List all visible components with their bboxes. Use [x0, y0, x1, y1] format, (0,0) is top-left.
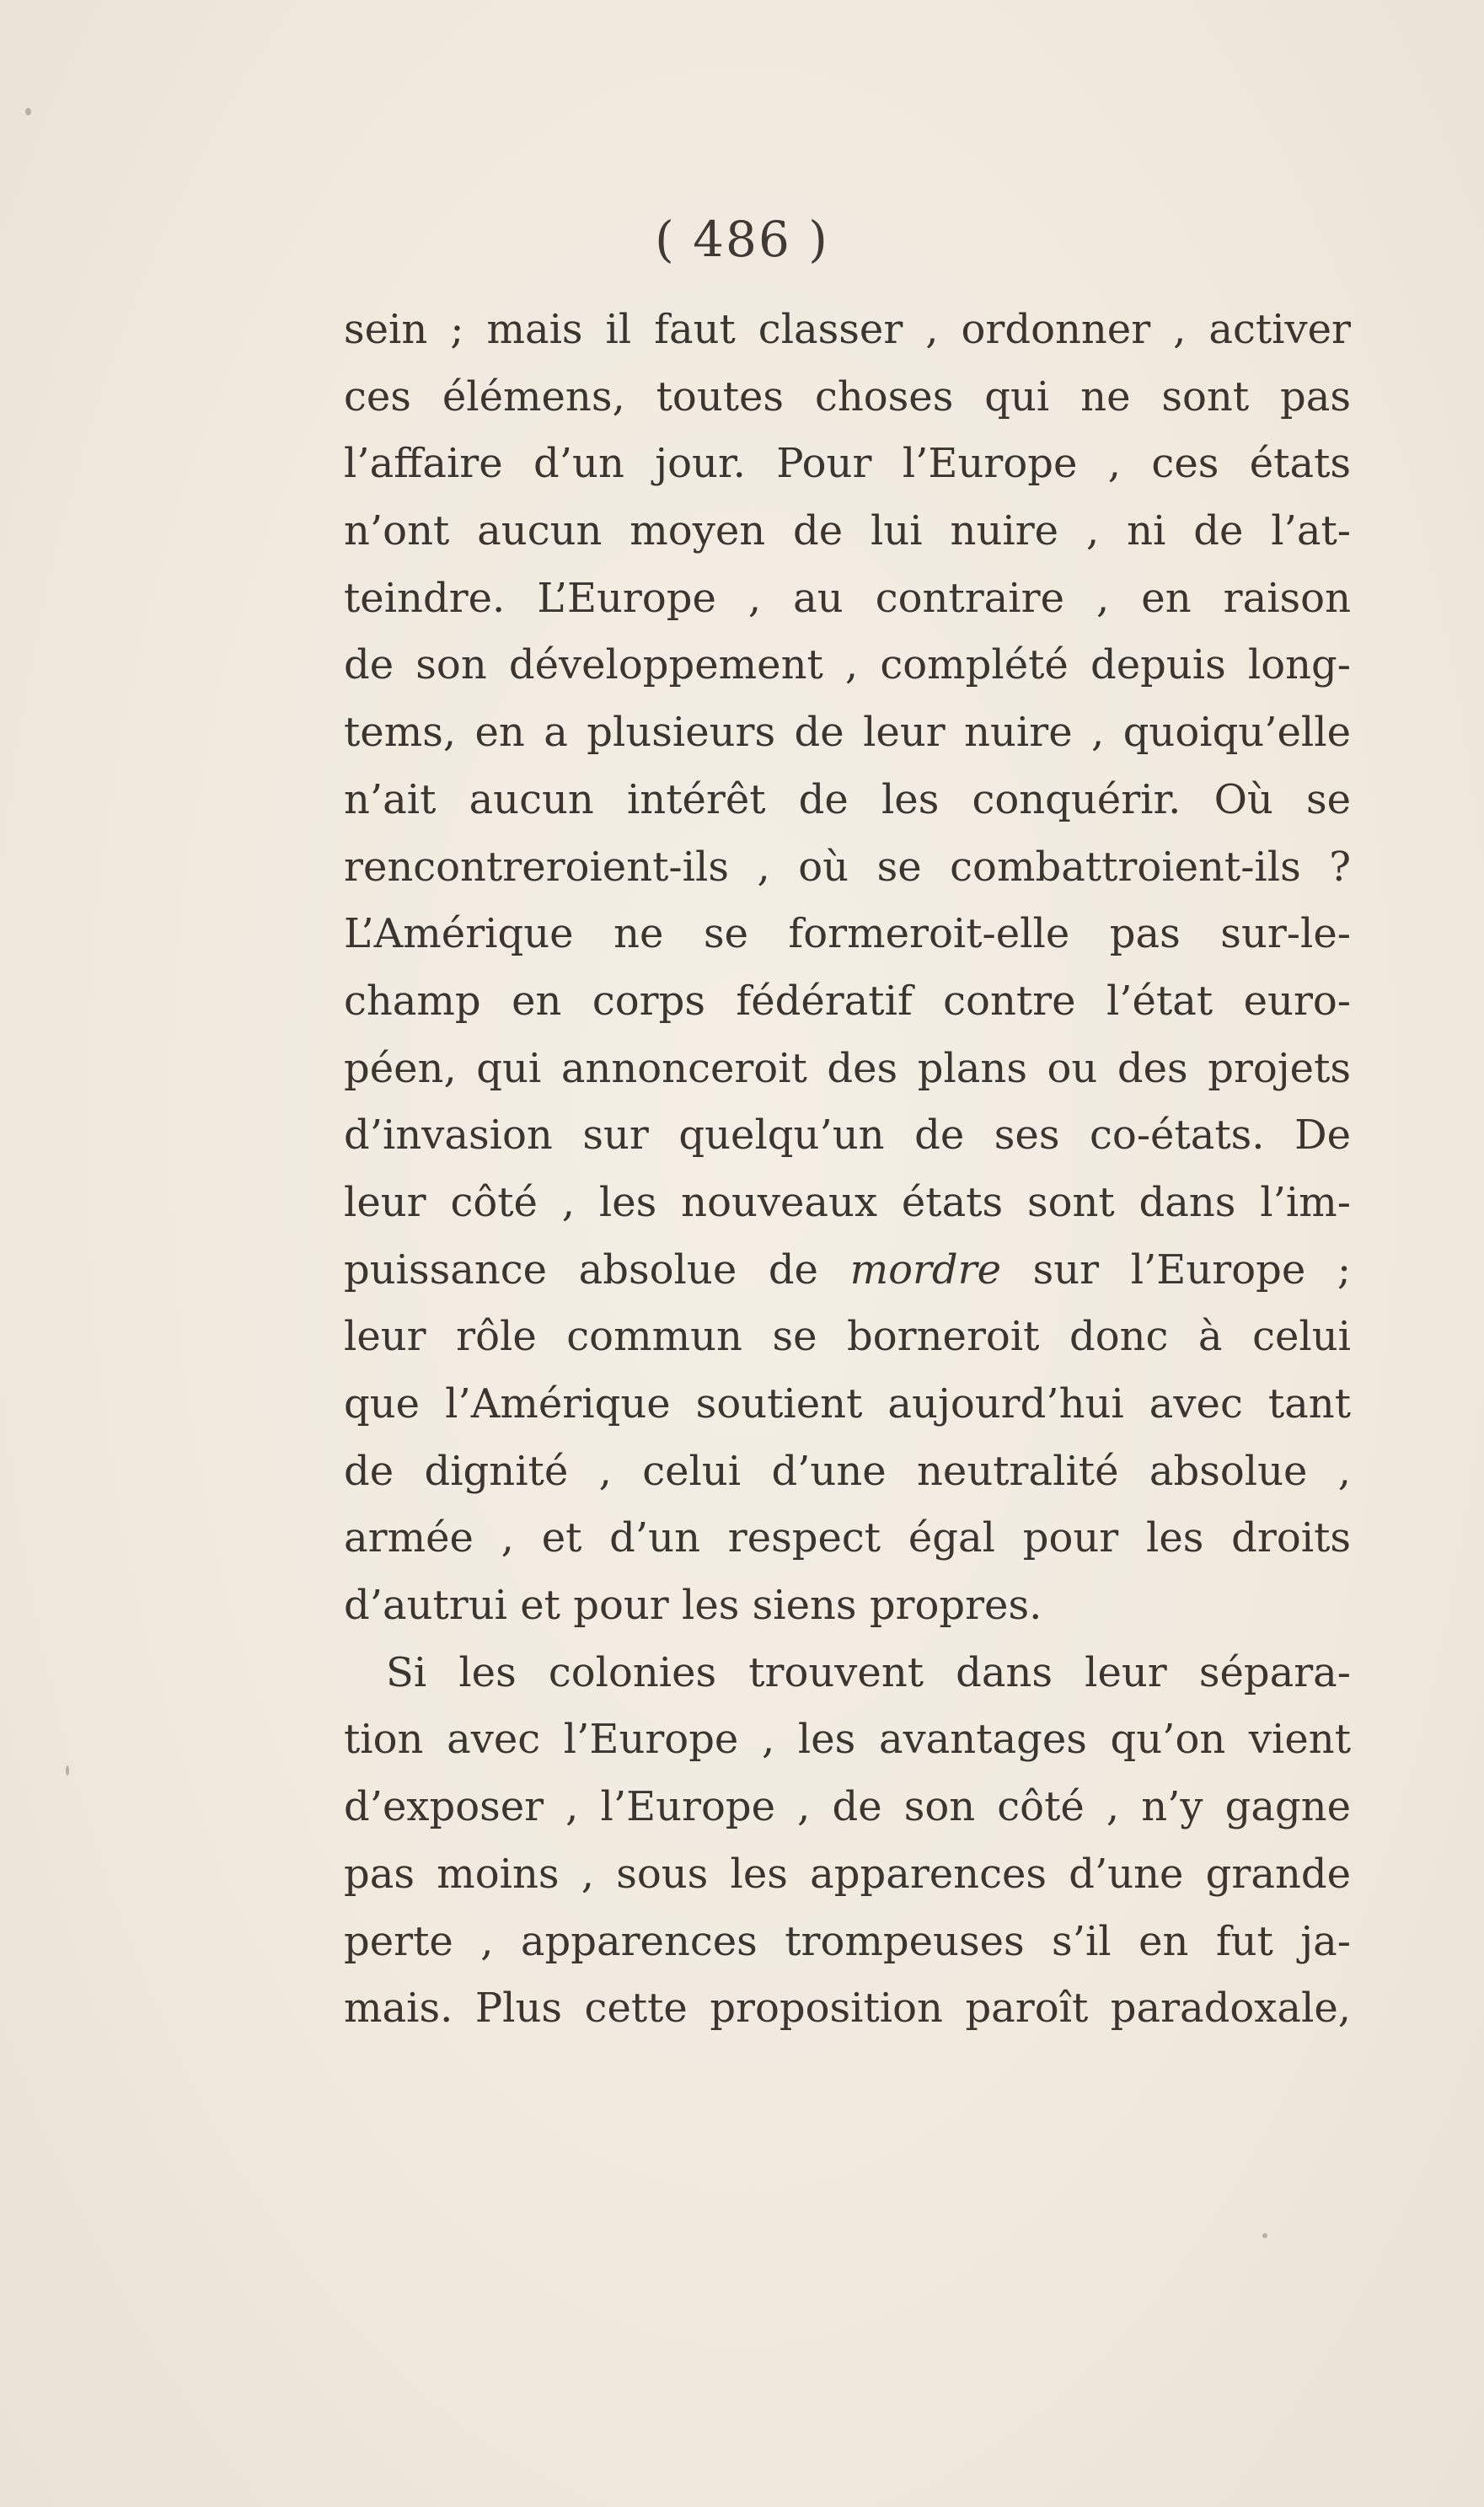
- text-line: perte , apparences trompeuses s’il en fut ja-: [344, 1917, 1351, 1965]
- text-line: leur côté , les nouveaux états sont dans l’im-: [344, 1178, 1351, 1226]
- text-segment: sur l’Europe ;: [1001, 1245, 1351, 1294]
- text-line: que l’Amérique soutient aujourd’hui avec tant: [344, 1380, 1351, 1428]
- body-text: [344, 297, 1351, 2043]
- text-line: ces élémens, toutes choses qui ne sont pas: [344, 372, 1351, 421]
- text-line: sein ; mais il faut classer , ordonner , activer: [344, 306, 1351, 353]
- text-line: de son développement , complété depuis long-: [344, 641, 1351, 689]
- text-segment: puissance absolue de: [344, 1245, 850, 1294]
- text-line: tems, en a plusieurs de leur nuire , quoiqu’elle: [344, 709, 1351, 757]
- italic-word: mordre: [849, 1245, 1001, 1294]
- text-line: de dignité , celui d’une neutralité absolue ,: [344, 1447, 1351, 1495]
- text-line: teindre. L’Europe , au contraire , en raison: [344, 574, 1351, 622]
- text-line: champ en corps fédératif contre l’état euro-: [344, 977, 1351, 1025]
- text-line: d’invasion sur quelqu’un de ses co-états. De: [344, 1112, 1351, 1160]
- text-line: péen, qui annonceroit des plans ou des projets: [344, 1044, 1351, 1092]
- paper-speck: [25, 108, 31, 115]
- text-line: d’exposer , l’Europe , de son côté , n’y gagne: [344, 1783, 1351, 1831]
- text-line-with-italic: [344, 1237, 1351, 1304]
- text-line: n’ait aucun intérêt de les conquérir. Où se: [344, 775, 1351, 823]
- text-line: armée , et d’un respect égal pour les droits: [344, 1514, 1351, 1562]
- text-line: n’ont aucun moyen de lui nuire , ni de l’at-: [344, 507, 1351, 555]
- text-line: L’Amérique ne se formeroit-elle pas sur-le-: [344, 910, 1351, 958]
- paper-speck: [1262, 2233, 1267, 2238]
- paragraph-start-line: Si les colonies trouvent dans leur sépara-: [386, 1648, 1351, 1696]
- paragraph-end-line: d’autrui et pour les siens propres.: [344, 1582, 1042, 1630]
- page-number: ( 486 ): [655, 211, 829, 268]
- text-line: tion avec l’Europe , les avantages qu’on vient: [344, 1716, 1351, 1764]
- paper-speck: [66, 1765, 69, 1776]
- text-line: l’affaire d’un jour. Pour l’Europe , ces états: [344, 440, 1351, 488]
- text-line: rencontreroient-ils , où se combattroient-ils ?: [344, 843, 1351, 891]
- text-line: mais. Plus cette proposition paroît paradoxale,: [344, 1985, 1351, 2033]
- text-line: leur rôle commun se borneroit donc à celui: [344, 1313, 1351, 1361]
- text-line: pas moins , sous les apparences d’une grande: [344, 1850, 1351, 1898]
